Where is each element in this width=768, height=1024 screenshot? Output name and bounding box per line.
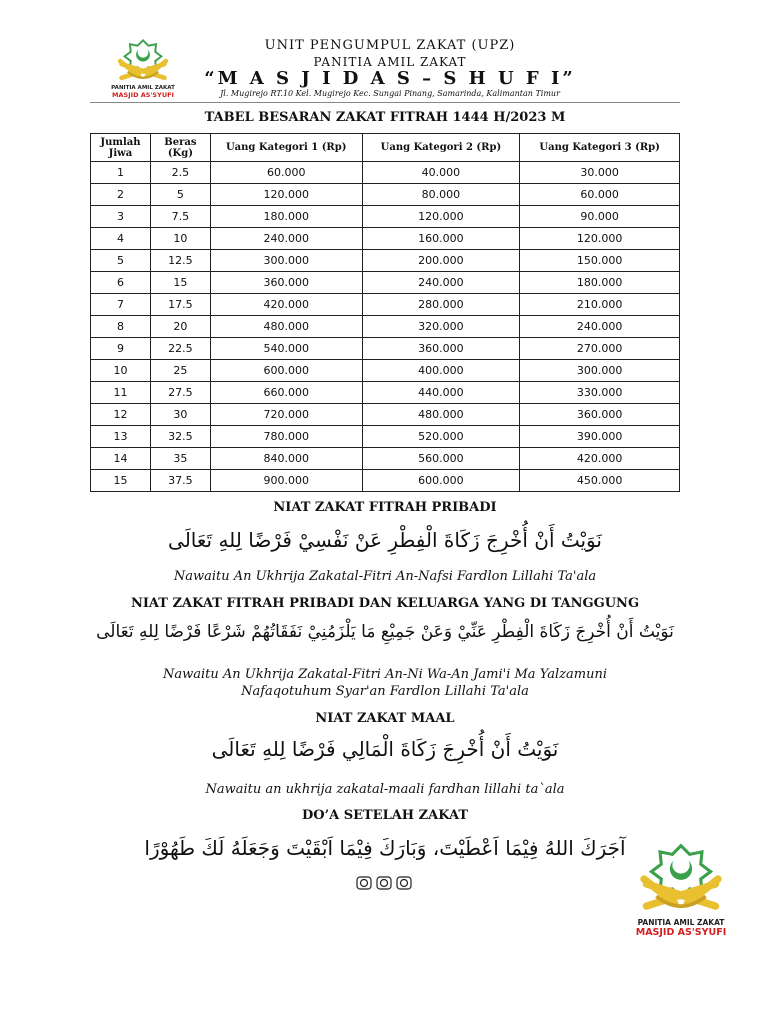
cell-beras: 25: [150, 360, 210, 382]
cell-beras: 5: [150, 184, 210, 206]
cell-kategori-2: 440.000: [362, 382, 520, 404]
arabic-maal: نَوَيْتُ أَنْ أُخْرِجَ زَكَاةَ الْمَالِي فَرْضًا لِلهِ تَعَالَى: [211, 737, 559, 761]
cell-kategori-2: 400.000: [362, 360, 520, 382]
cell-kategori-1: 600.000: [210, 360, 362, 382]
cell-kategori-3: 60.000: [520, 184, 680, 206]
cell-kategori-1: 780.000: [210, 426, 362, 448]
arabic-doa: آجَرَكَ اللهُ فِيْمَا اَعْطَيْتَ، وَبَارَكَ فِيْمَا اَبْقَيْتَ وَجَعَلَهُ لَكَ طَهُوْرًا: [144, 836, 626, 860]
cell-kategori-1: 420.000: [210, 294, 362, 316]
cell-kategori-1: 540.000: [210, 338, 362, 360]
cell-kategori-2: 320.000: [362, 316, 520, 338]
table-header-row: [91, 134, 680, 162]
cell-kategori-3: 90.000: [520, 206, 680, 228]
header-divider: [90, 102, 680, 103]
cell-kategori-1: 840.000: [210, 448, 362, 470]
section-title-doa: DO’A SETELAH ZAKAT: [301, 808, 469, 823]
cell-kategori-1: 900.000: [210, 470, 362, 492]
cell-kategori-2: 200.000: [362, 250, 520, 272]
table-row: [91, 470, 680, 492]
header-address: Jl. Mugirejo RT.10 Kel. Mugirejo Kec. Sungai Pinang, Samarinda, Kalimantan Timur: [220, 89, 560, 98]
cell-beras: 30: [150, 404, 210, 426]
header-kategori-3: Uang Kategori 3 (Rp): [520, 134, 680, 162]
table-row: [91, 250, 680, 272]
cell-kategori-1: 300.000: [210, 250, 362, 272]
cell-kategori-2: 120.000: [362, 206, 520, 228]
cell-kategori-2: 360.000: [362, 338, 520, 360]
logo-text-line1: PANITIA AMIL ZAKAT: [111, 85, 175, 91]
header-beras: Beras (Kg): [150, 134, 210, 162]
cell-beras: 22.5: [150, 338, 210, 360]
cell-kategori-2: 480.000: [362, 404, 520, 426]
cell-jiwa: 10: [91, 360, 151, 382]
cell-beras: 35: [150, 448, 210, 470]
header-kategori-2: Uang Kategori 2 (Rp): [362, 134, 520, 162]
header-kategori-1: Uang Kategori 1 (Rp): [210, 134, 362, 162]
table-row: [91, 404, 680, 426]
section-title-pribadi: NIAT ZAKAT FITRAH PRIBADI: [273, 500, 497, 515]
table-row: [91, 294, 680, 316]
cell-kategori-1: 720.000: [210, 404, 362, 426]
cell-kategori-3: 450.000: [520, 470, 680, 492]
cell-kategori-1: 360.000: [210, 272, 362, 294]
logo-emblem-icon: [104, 38, 182, 84]
cell-jiwa: 5: [91, 250, 151, 272]
cell-beras: 2.5: [150, 162, 210, 184]
cell-beras: 12.5: [150, 250, 210, 272]
ornament-divider: [355, 875, 413, 895]
cell-beras: 27.5: [150, 382, 210, 404]
logo-text-line1: PANITIA AMIL ZAKAT: [637, 918, 725, 927]
cell-kategori-2: 600.000: [362, 470, 520, 492]
cell-jiwa: 8: [91, 316, 151, 338]
cell-jiwa: 7: [91, 294, 151, 316]
cell-kategori-3: 30.000: [520, 162, 680, 184]
cell-kategori-3: 240.000: [520, 316, 680, 338]
cell-kategori-2: 280.000: [362, 294, 520, 316]
header-line2: PANITIA AMIL ZAKAT: [313, 55, 467, 69]
latin-keluarga-line2: Nafaqotuhum Syar'an Fardlon Lillahi Ta'ala: [241, 684, 529, 699]
cell-jiwa: 3: [91, 206, 151, 228]
cell-jiwa: 11: [91, 382, 151, 404]
table-title: TABEL BESARAN ZAKAT FITRAH 1444 H/2023 M: [204, 110, 566, 125]
arabic-pribadi: نَوَيْتُ أَنْ أُخْرِجَ زَكَاةَ الْفِطْرِ عَنْ نَفْسِيْ فَرْضًا لِلهِ تَعَالَى: [168, 528, 602, 552]
cell-jiwa: 15: [91, 470, 151, 492]
cell-kategori-2: 40.000: [362, 162, 520, 184]
cell-jiwa: 6: [91, 272, 151, 294]
cell-kategori-3: 330.000: [520, 382, 680, 404]
cell-kategori-3: 120.000: [520, 228, 680, 250]
arabic-keluarga: نَوَيْتُ أَنْ أُخْرِجَ زَكَاةَ الْفِطْرِ عَنِّيْ وَعَنْ جَمِيْعِ مَا يَلْزَمُنِيْ نَفَقَاتُهُمْ شَرْعًا فَرْضًا لِلهِ تَعَالَى: [96, 622, 674, 642]
header-line1: UNIT PENGUMPUL ZAKAT (UPZ): [264, 38, 516, 53]
cell-jiwa: 2: [91, 184, 151, 206]
cell-kategori-1: 120.000: [210, 184, 362, 206]
cell-kategori-3: 390.000: [520, 426, 680, 448]
cell-jiwa: 14: [91, 448, 151, 470]
table-row: [91, 272, 680, 294]
header-jiwa: Jumlah Jiwa: [91, 134, 151, 162]
cell-kategori-2: 160.000: [362, 228, 520, 250]
cell-kategori-3: 210.000: [520, 294, 680, 316]
cell-beras: 10: [150, 228, 210, 250]
logo-text-line2: MASJID AS'SYUFI: [635, 927, 727, 938]
cell-beras: 20: [150, 316, 210, 338]
cell-jiwa: 9: [91, 338, 151, 360]
table-row: [91, 382, 680, 404]
section-title-keluarga: NIAT ZAKAT FITRAH PRIBADI DAN KELUARGA YANG DI TANGGUNG: [130, 596, 640, 611]
cell-kategori-3: 270.000: [520, 338, 680, 360]
cell-kategori-1: 60.000: [210, 162, 362, 184]
cell-jiwa: 4: [91, 228, 151, 250]
cell-kategori-1: 660.000: [210, 382, 362, 404]
table-row: [91, 426, 680, 448]
cell-beras: 37.5: [150, 470, 210, 492]
cell-kategori-3: 150.000: [520, 250, 680, 272]
cell-kategori-1: 240.000: [210, 228, 362, 250]
table-row: [91, 316, 680, 338]
cell-kategori-1: 180.000: [210, 206, 362, 228]
zakat-table: [90, 133, 680, 492]
section-title-maal: NIAT ZAKAT MAAL: [315, 711, 455, 726]
logo-text-line2: MASJID AS'SYUFI: [112, 91, 174, 99]
logo-emblem-icon: [618, 842, 744, 916]
table-row: [91, 184, 680, 206]
cell-kategori-3: 300.000: [520, 360, 680, 382]
latin-keluarga-line1: Nawaitu An Ukhrija Zakatal-Fitri An-Ni Wa-An Jami'i Ma Yalzamuni: [162, 667, 608, 682]
table-row: [91, 206, 680, 228]
header-mosque-name: “M A S J I D A S – S H U F I”: [204, 68, 576, 89]
cell-kategori-2: 560.000: [362, 448, 520, 470]
table-row: [91, 162, 680, 184]
cell-kategori-2: 240.000: [362, 272, 520, 294]
cell-beras: 32.5: [150, 426, 210, 448]
cell-beras: 17.5: [150, 294, 210, 316]
table-row: [91, 360, 680, 382]
logo-top: [104, 38, 182, 99]
table-row: [91, 228, 680, 250]
table-row: [91, 448, 680, 470]
cell-kategori-3: 360.000: [520, 404, 680, 426]
cell-kategori-2: 520.000: [362, 426, 520, 448]
logo-bottom: [618, 842, 744, 938]
latin-maal: Nawaitu an ukhrija zakatal-maali fardhan lillahi ta`ala: [205, 782, 565, 797]
cell-jiwa: 13: [91, 426, 151, 448]
cell-kategori-1: 480.000: [210, 316, 362, 338]
ornament-icon: [355, 875, 413, 891]
cell-jiwa: 1: [91, 162, 151, 184]
cell-jiwa: 12: [91, 404, 151, 426]
cell-kategori-3: 180.000: [520, 272, 680, 294]
cell-beras: 15: [150, 272, 210, 294]
latin-pribadi: Nawaitu An Ukhrija Zakatal-Fitri An-Nafsi Fardlon Lillahi Ta'ala: [173, 569, 597, 584]
cell-beras: 7.5: [150, 206, 210, 228]
table-row: [91, 338, 680, 360]
cell-kategori-2: 80.000: [362, 184, 520, 206]
cell-kategori-3: 420.000: [520, 448, 680, 470]
